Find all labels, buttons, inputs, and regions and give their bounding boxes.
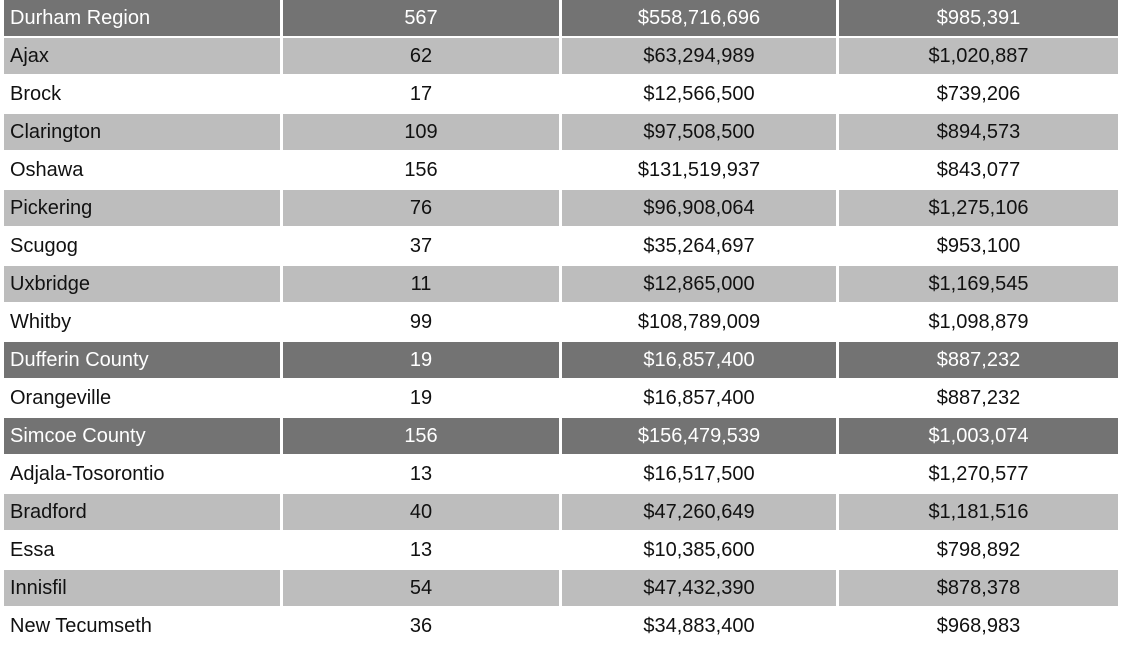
municipality-name-cell: Whitby [4,304,283,342]
sales-count-cell: 156 [283,418,562,456]
average-price-cell: $843,077 [839,152,1121,190]
average-price-cell: $894,573 [839,114,1121,152]
sales-count-cell: 11 [283,266,562,304]
sales-count-cell: 19 [283,342,562,380]
sales-count-cell: 62 [283,38,562,76]
total-dollar-volume-cell: $63,294,989 [562,38,839,76]
average-price-cell: $953,100 [839,228,1121,266]
sales-count-cell: 76 [283,190,562,228]
average-price-cell: $968,983 [839,608,1121,646]
municipality-name-cell: Bradford [4,494,283,532]
sales-count-cell: 99 [283,304,562,342]
table-row [4,380,1121,418]
average-price-cell: $985,391 [839,0,1121,38]
average-price-cell: $887,232 [839,342,1121,380]
total-dollar-volume-cell: $34,883,400 [562,608,839,646]
total-dollar-volume-cell: $131,519,937 [562,152,839,190]
region-summary-row [4,342,1121,380]
average-price-cell: $887,232 [839,380,1121,418]
table-row [4,570,1121,608]
average-price-cell: $1,098,879 [839,304,1121,342]
sales-count-cell: 37 [283,228,562,266]
total-dollar-volume-cell: $12,566,500 [562,76,839,114]
sales-count-cell: 13 [283,532,562,570]
average-price-cell: $1,270,577 [839,456,1121,494]
sales-count-cell: 156 [283,152,562,190]
average-price-cell: $798,892 [839,532,1121,570]
municipality-name-cell: Simcoe County [4,418,283,456]
table-row [4,38,1121,76]
total-dollar-volume-cell: $12,865,000 [562,266,839,304]
total-dollar-volume-cell: $108,789,009 [562,304,839,342]
table-row [4,152,1121,190]
average-price-cell: $1,275,106 [839,190,1121,228]
table-body [4,0,1121,646]
sales-count-cell: 109 [283,114,562,152]
region-summary-row [4,0,1121,38]
total-dollar-volume-cell: $16,857,400 [562,380,839,418]
sales-table-container [4,0,1121,646]
table-row [4,532,1121,570]
municipality-name-cell: Brock [4,76,283,114]
municipality-name-cell: Oshawa [4,152,283,190]
total-dollar-volume-cell: $10,385,600 [562,532,839,570]
table-row [4,114,1121,152]
municipality-name-cell: Innisfil [4,570,283,608]
total-dollar-volume-cell: $47,260,649 [562,494,839,532]
sales-count-cell: 19 [283,380,562,418]
municipality-name-cell: Ajax [4,38,283,76]
sales-count-cell: 40 [283,494,562,532]
municipality-name-cell: Essa [4,532,283,570]
sales-count-cell: 17 [283,76,562,114]
total-dollar-volume-cell: $16,517,500 [562,456,839,494]
average-price-cell: $739,206 [839,76,1121,114]
sales-count-cell: 36 [283,608,562,646]
average-price-cell: $878,378 [839,570,1121,608]
average-price-cell: $1,169,545 [839,266,1121,304]
average-price-cell: $1,003,074 [839,418,1121,456]
total-dollar-volume-cell: $558,716,696 [562,0,839,38]
total-dollar-volume-cell: $156,479,539 [562,418,839,456]
municipality-name-cell: New Tecumseth [4,608,283,646]
table-row [4,456,1121,494]
municipality-name-cell: Clarington [4,114,283,152]
total-dollar-volume-cell: $97,508,500 [562,114,839,152]
total-dollar-volume-cell: $47,432,390 [562,570,839,608]
municipality-name-cell: Pickering [4,190,283,228]
municipality-name-cell: Dufferin County [4,342,283,380]
sales-count-cell: 567 [283,0,562,38]
municipality-name-cell: Scugog [4,228,283,266]
municipality-name-cell: Uxbridge [4,266,283,304]
table-row [4,304,1121,342]
total-dollar-volume-cell: $96,908,064 [562,190,839,228]
table-row [4,76,1121,114]
average-price-cell: $1,020,887 [839,38,1121,76]
table-row [4,494,1121,532]
sales-count-cell: 54 [283,570,562,608]
table-row [4,608,1121,646]
total-dollar-volume-cell: $16,857,400 [562,342,839,380]
sales-count-cell: 13 [283,456,562,494]
municipality-name-cell: Adjala-Tosorontio [4,456,283,494]
average-price-cell: $1,181,516 [839,494,1121,532]
table-row [4,266,1121,304]
region-summary-row [4,418,1121,456]
table-row [4,228,1121,266]
municipality-name-cell: Durham Region [4,0,283,38]
table-row [4,190,1121,228]
municipality-name-cell: Orangeville [4,380,283,418]
regional-sales-table [4,0,1121,646]
total-dollar-volume-cell: $35,264,697 [562,228,839,266]
